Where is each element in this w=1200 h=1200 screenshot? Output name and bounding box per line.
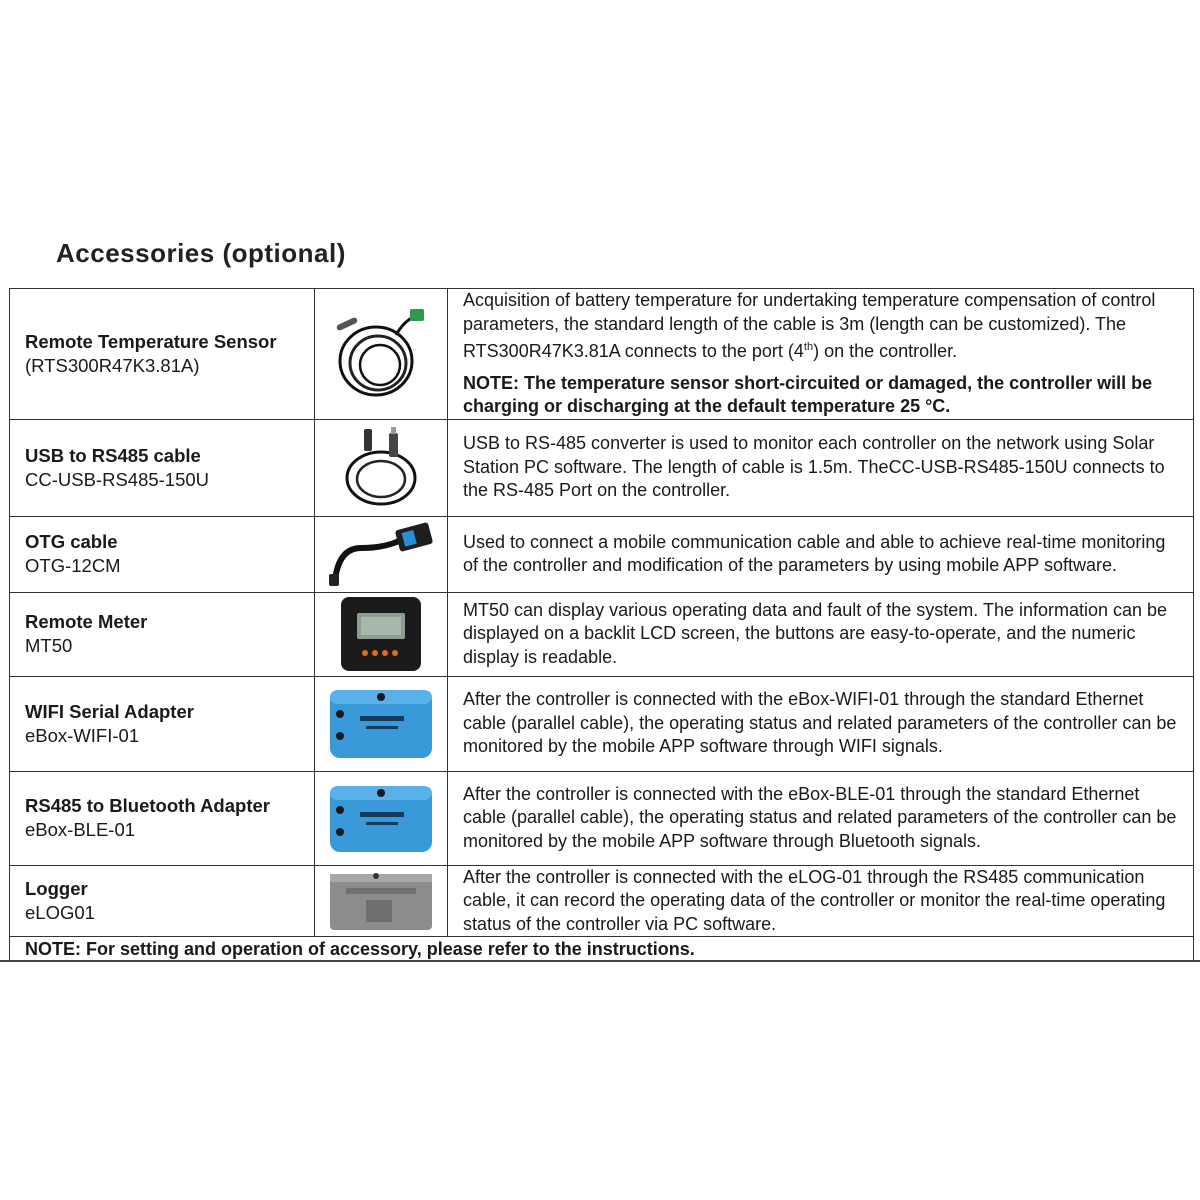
page-title: Accessories (optional)	[56, 238, 346, 268]
accessory-model: CC-USB-RS485-150U	[25, 468, 210, 490]
accessory-description: After the controller is connected with the eBox-WIFI-01 through the standard Ethernet cable (parallel cable), the operating status and related parameters of the controller can be monitored by the mobile APP software through WIFI signals.	[463, 689, 1177, 757]
footer-note: NOTE: For setting and operation of accessory, please refer to the instructions.	[10, 937, 1194, 961]
table-row	[10, 592, 1194, 676]
wifi-adapter-icon	[326, 684, 436, 764]
accessory-description-cell	[448, 771, 1194, 865]
accessory-image-cell	[315, 676, 448, 771]
accessory-image-cell	[315, 865, 448, 937]
remote-meter-icon	[339, 595, 423, 673]
accessory-image-cell	[315, 592, 448, 676]
accessory-description-cell	[448, 289, 1194, 420]
accessory-description: Acquisition of battery temperature for undertaking temperature compensation of control parameters, the standard length of the cable is 3m (length can be customized). The RTS300R47K3.81A connects to the port (4th) on the controller.	[463, 290, 1156, 361]
table-row	[10, 419, 1194, 516]
bluetooth-adapter-icon	[326, 778, 436, 858]
accessory-name: Remote Temperature Sensor	[25, 330, 277, 352]
accessory-description: MT50 can display various operating data and fault of the system. The information can be displayed on a backlit LCD screen, the buttons are easy-to-operate, and the numeric display is readable.	[463, 599, 1168, 667]
accessory-description: Used to connect a mobile communication cable and able to achieve real-time monitoring of the controller and modification of the parameters by using mobile APP software.	[463, 531, 1166, 575]
table-row	[10, 289, 1194, 420]
accessory-name: OTG cable	[25, 531, 118, 552]
table-row	[10, 676, 1194, 771]
usb-rs485-cable-icon	[331, 423, 431, 513]
accessory-name: USB to RS485 cable	[25, 444, 201, 466]
accessory-name-cell	[10, 289, 315, 420]
accessory-image-cell	[315, 771, 448, 865]
accessory-name-cell	[10, 419, 315, 516]
table-footer-row	[10, 937, 1194, 961]
accessory-name-cell	[10, 676, 315, 771]
bottom-divider	[0, 960, 1200, 962]
accessory-description: After the controller is connected with the eBox-BLE-01 through the standard Ethernet cable (parallel cable), the operating status and related parameters of the controller can be monitored by the mobile APP software through Bluetooth signals.	[463, 783, 1177, 851]
accessory-description-cell	[448, 516, 1194, 592]
accessory-image-cell	[315, 419, 448, 516]
otg-cable-icon	[321, 518, 441, 590]
accessory-description-cell	[448, 419, 1194, 516]
table-row	[10, 516, 1194, 592]
accessory-description: After the controller is connected with the eLOG-01 through the RS485 communication cable, it can record the operating data of the controller or monitor the real-time operating status of the controller via PC software.	[463, 866, 1166, 934]
accessory-image-cell	[315, 289, 448, 420]
accessory-name: WIFI Serial Adapter	[25, 700, 194, 722]
accessory-name-cell	[10, 516, 315, 592]
accessory-image-cell	[315, 516, 448, 592]
accessory-model: eBox-BLE-01	[25, 819, 136, 840]
accessory-model: (RTS300R47K3.81A)	[25, 354, 200, 376]
accessory-description-cell	[448, 592, 1194, 676]
accessory-name: RS485 to Bluetooth Adapter	[25, 795, 270, 816]
accessory-note: NOTE: The temperature sensor short-circuited or damaged, the controller will be charging or discharging at the default temperature 25 °C.	[463, 372, 1153, 416]
accessory-model: eLOG01	[25, 901, 95, 923]
accessory-description: USB to RS-485 converter is used to monitor each controller on the network using Solar Station PC software. The length of cable is 1.5m. TheCC-USB-RS485-150U connects to the RS-485 Port on the controller.	[463, 433, 1165, 501]
accessories-table	[9, 288, 1194, 961]
accessory-model: eBox-WIFI-01	[25, 724, 140, 746]
accessory-description-cell	[448, 676, 1194, 771]
table-row	[10, 771, 1194, 865]
accessory-description-cell	[448, 865, 1194, 937]
accessory-name-cell	[10, 592, 315, 676]
accessory-model: OTG-12CM	[25, 555, 121, 576]
accessory-name: Remote Meter	[25, 611, 148, 632]
accessory-name: Logger	[25, 877, 88, 899]
table-row	[10, 865, 1194, 937]
temperature-sensor-cable-icon	[326, 299, 436, 409]
accessory-name-cell	[10, 865, 315, 937]
accessory-model: MT50	[25, 635, 73, 656]
accessory-name-cell	[10, 771, 315, 865]
logger-device-icon	[326, 868, 436, 934]
